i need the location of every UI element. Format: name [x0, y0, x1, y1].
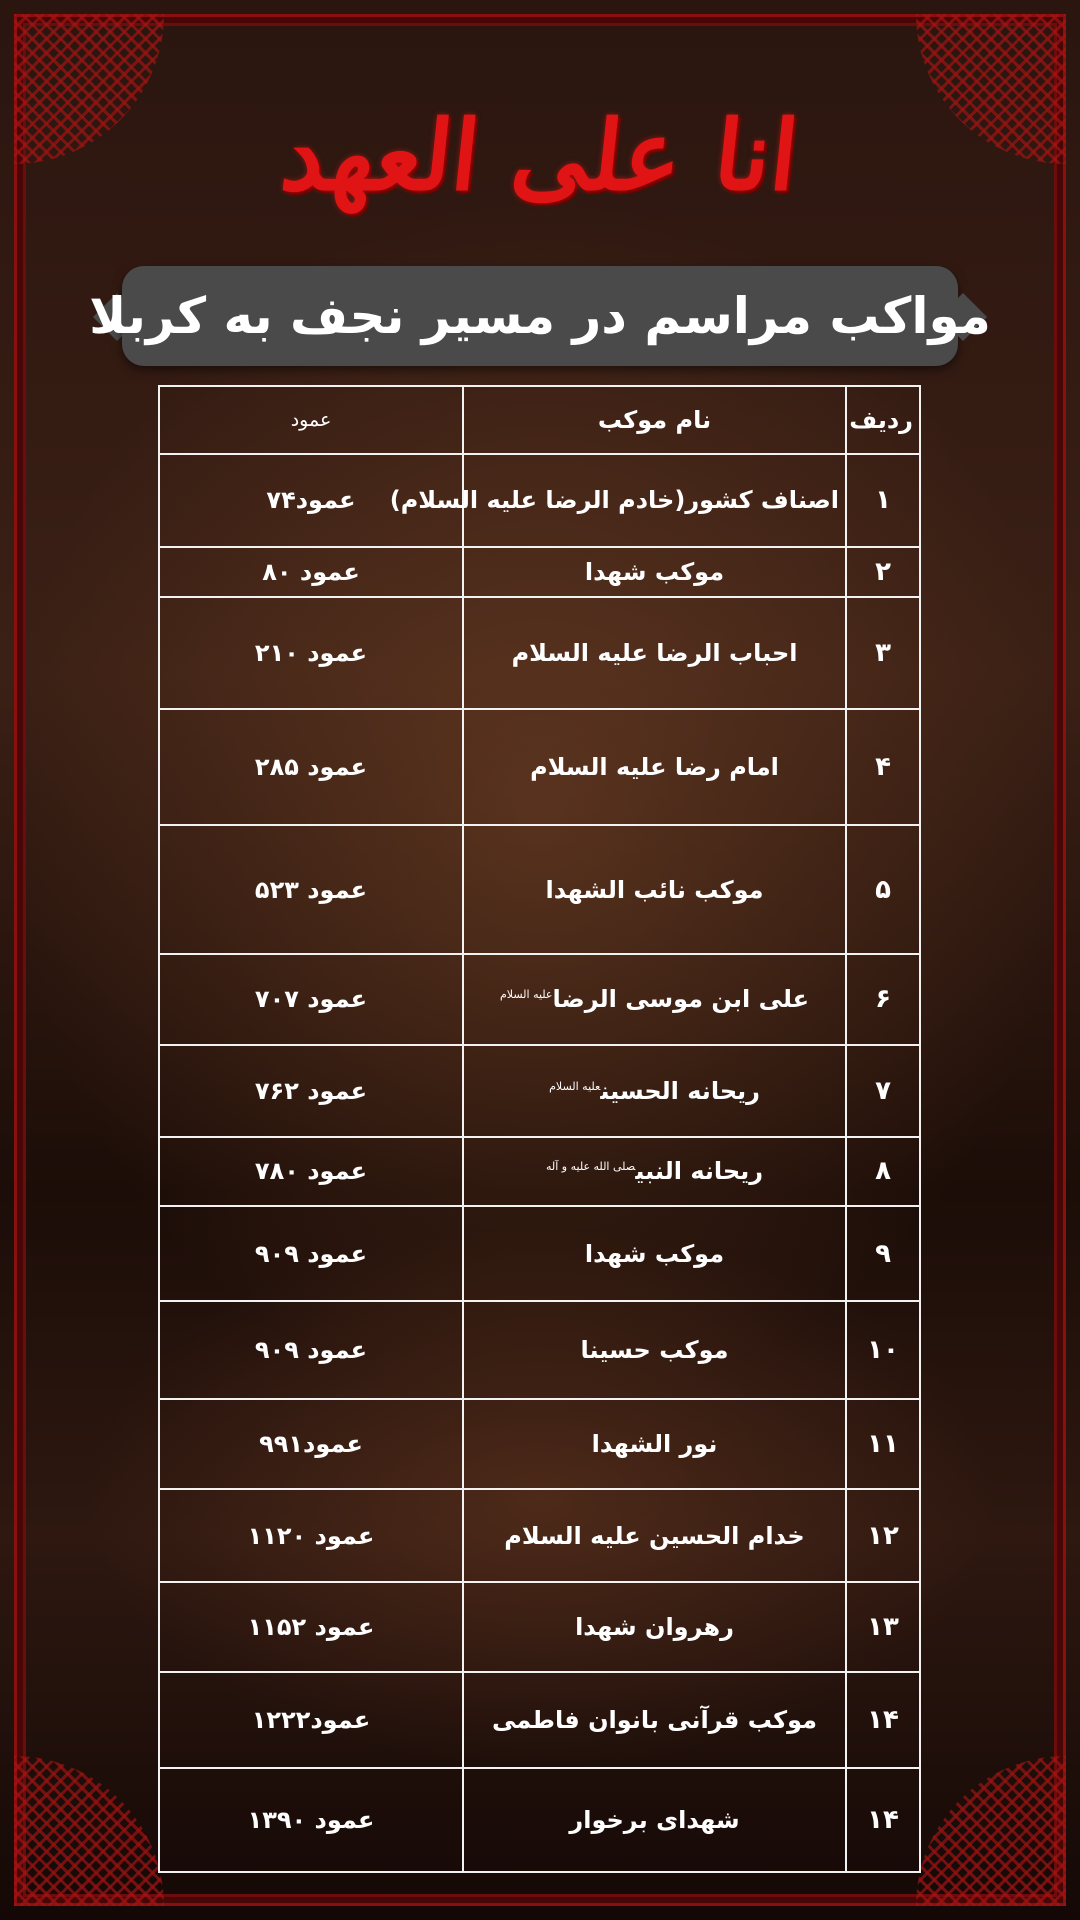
row-amud: عمود ۵۲۳ — [159, 825, 463, 954]
row-name-text: خدام الحسین علیه السلام — [504, 1521, 805, 1550]
row-name-text: موکب نائب الشهدا — [545, 875, 764, 904]
row-name-text: ریحانه الحسین — [600, 1076, 760, 1105]
table-row — [159, 1301, 920, 1399]
row-amud: عمود۹۹۱ — [159, 1399, 463, 1490]
row-radif: ۱۳ — [846, 1582, 920, 1672]
row-name-text: موکب شهدا — [584, 557, 725, 586]
table-row — [159, 954, 920, 1045]
table-header-row — [159, 386, 920, 454]
row-name — [463, 1137, 846, 1205]
row-name-text: ریحانه النبی — [635, 1157, 764, 1186]
row-name — [463, 1582, 846, 1672]
row-name — [463, 825, 846, 954]
row-name-text: علی ابن موسی الرضا — [552, 985, 810, 1014]
row-name-text: موکب شهدا — [584, 1239, 725, 1268]
row-amud: عمود ۷۶۲ — [159, 1045, 463, 1138]
row-amud: عمود ۱۱۵۲ — [159, 1582, 463, 1672]
row-name-text: شهدای برخوار — [569, 1806, 740, 1835]
row-name-text: احباب الرضا علیه السلام — [511, 638, 798, 667]
row-radif: ۱۲ — [846, 1489, 920, 1582]
row-name-honorific: علیه السلام — [499, 988, 553, 1002]
row-name-honorific: صلی الله علیه و آله — [546, 1160, 636, 1174]
row-name — [463, 597, 846, 709]
logo-text: انا علی العهد — [276, 98, 804, 212]
table-row — [159, 1582, 920, 1672]
row-name — [463, 1768, 846, 1872]
row-name — [463, 1045, 846, 1138]
row-name — [389, 454, 846, 547]
table-row — [159, 547, 920, 597]
table-row — [159, 1489, 920, 1582]
row-amud: عمود ۷۰۷ — [159, 954, 463, 1045]
row-amud: عمود۷۴ — [159, 454, 463, 547]
row-radif: ۱۴ — [846, 1672, 920, 1769]
table-row — [159, 1399, 920, 1490]
row-amud: عمود ۹۰۹ — [159, 1301, 463, 1399]
row-amud: عمود ۷۸۰ — [159, 1137, 463, 1205]
row-name-text: امام رضا علیه السلام — [530, 752, 779, 781]
row-radif: ۱۰ — [846, 1301, 920, 1399]
row-name-honorific: علیه السلام — [549, 1079, 601, 1093]
row-radif: ۱۱ — [846, 1399, 920, 1490]
table-row — [159, 1768, 920, 1872]
header-radif: ردیف — [846, 386, 920, 454]
row-name-text: نور الشهدا — [591, 1430, 718, 1459]
row-name — [463, 1206, 846, 1302]
title-banner — [82, 266, 998, 366]
row-name — [463, 709, 846, 826]
row-radif: ۱۴ — [846, 1768, 920, 1872]
row-amud: عمود ۹۰۹ — [159, 1206, 463, 1302]
row-radif: ۷ — [846, 1045, 920, 1138]
row-name-text: موکب حسینا — [580, 1336, 729, 1365]
row-name — [463, 1672, 846, 1769]
row-radif: ۸ — [846, 1137, 920, 1205]
row-name — [463, 954, 846, 1045]
table-row — [159, 1045, 920, 1138]
header-amud: عمود — [159, 386, 463, 454]
table-row — [159, 1206, 920, 1302]
row-amud: عمود ۲۱۰ — [159, 597, 463, 709]
row-radif: ۶ — [846, 954, 920, 1045]
table-row — [159, 709, 920, 826]
row-name — [463, 1399, 846, 1490]
calligraphy-logo — [270, 70, 810, 240]
row-radif: ۳ — [846, 597, 920, 709]
row-name — [463, 1301, 846, 1399]
row-radif: ۱ — [846, 454, 920, 547]
row-amud: عمود ۲۸۵ — [159, 709, 463, 826]
row-amud: عمود ۱۳۹۰ — [159, 1768, 463, 1872]
page-title: مواکب مراسم در مسیر نجف به کربلا — [89, 287, 991, 345]
row-amud: عمود ۸۰ — [159, 547, 463, 597]
row-amud: عمود۱۲۲۲ — [159, 1672, 463, 1769]
table-row — [159, 597, 920, 709]
row-radif: ۲ — [846, 547, 920, 597]
row-name-text: موکب قرآنی بانوان فاطمی — [492, 1705, 818, 1734]
row-name — [463, 547, 846, 597]
row-name-text: اصناف کشور(خادم الرضا علیه السلام) — [389, 486, 840, 515]
table-row — [159, 825, 920, 954]
row-amud: عمود ۱۱۲۰ — [159, 1489, 463, 1582]
row-radif: ۴ — [846, 709, 920, 826]
mowakeb-table — [158, 385, 921, 1873]
table-row — [159, 1672, 920, 1769]
header-name: نام موکب — [463, 386, 846, 454]
table-row — [159, 454, 920, 547]
row-name-text: رهروان شهدا — [575, 1612, 734, 1641]
row-radif: ۹ — [846, 1206, 920, 1302]
row-name — [463, 1489, 846, 1582]
row-radif: ۵ — [846, 825, 920, 954]
table-row — [159, 1137, 920, 1205]
